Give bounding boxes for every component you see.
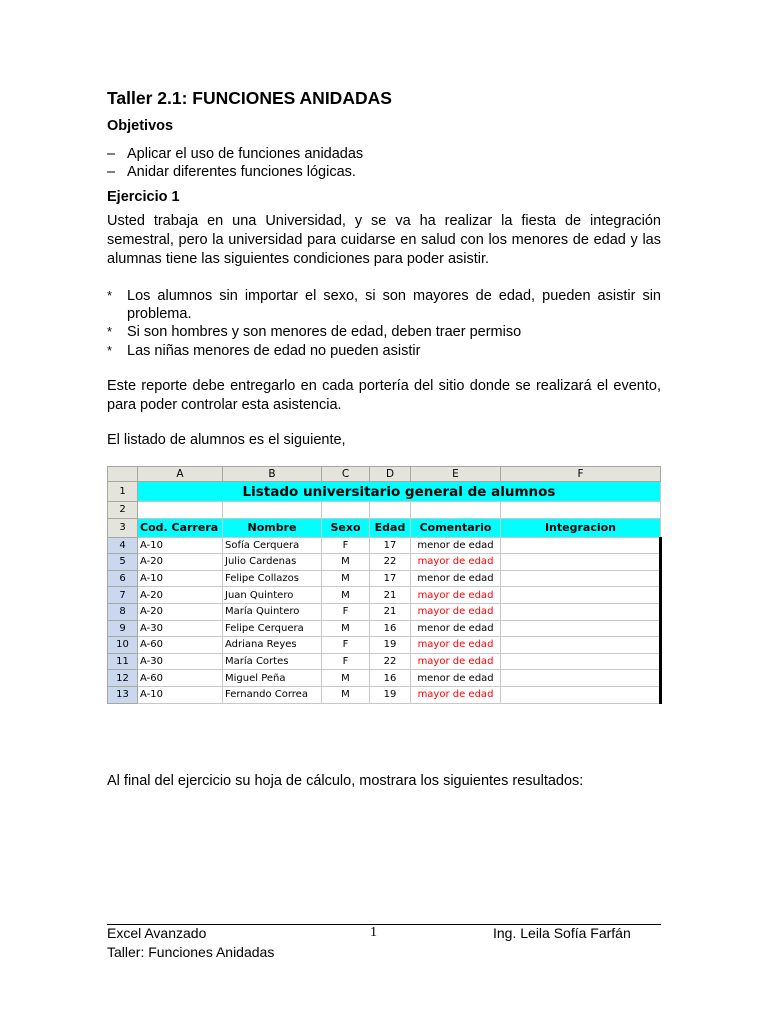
cell-cod-carrera[interactable]: A-20 [138, 603, 223, 620]
footer-subtitle: Taller: Funciones Anidadas [107, 944, 275, 960]
select-all-corner[interactable] [108, 467, 138, 482]
objective-text: Anidar diferentes funciones lógicas. [127, 164, 356, 180]
column-header-f[interactable]: F [501, 467, 661, 482]
cell[interactable] [501, 502, 661, 519]
cell-cod-carrera[interactable]: A-60 [138, 670, 223, 687]
cell-nombre[interactable]: María Quintero [223, 603, 322, 620]
cell-edad[interactable]: 22 [370, 554, 411, 571]
column-header-a[interactable]: A [138, 467, 223, 482]
table-row [108, 620, 661, 637]
cell-comentario[interactable]: mayor de edad [411, 686, 501, 703]
asterisk-bullet-icon: * [107, 288, 113, 303]
cell[interactable] [370, 502, 411, 519]
cell-nombre[interactable]: Felipe Cerquera [223, 620, 322, 637]
cell-cod-carrera[interactable]: A-20 [138, 554, 223, 571]
header-nombre[interactable]: Nombre [223, 518, 322, 537]
row-header[interactable]: 9 [108, 620, 138, 637]
cell-comentario[interactable]: menor de edad [411, 670, 501, 687]
cell-cod-carrera[interactable]: A-10 [138, 570, 223, 587]
cell-sexo[interactable]: F [322, 637, 370, 654]
footer-author: Ing. Leila Sofía Farfán [493, 925, 631, 941]
cell-comentario[interactable]: mayor de edad [411, 653, 501, 670]
header-cod-carrera[interactable]: Cod. Carrera [138, 518, 223, 537]
row-header[interactable]: 8 [108, 603, 138, 620]
cell-cod-carrera[interactable]: A-60 [138, 637, 223, 654]
row-header[interactable]: 12 [108, 670, 138, 687]
cell-nombre[interactable]: Adriana Reyes [223, 637, 322, 654]
condition-item [107, 342, 661, 360]
row-header[interactable]: 7 [108, 587, 138, 604]
cell-sexo[interactable]: F [322, 537, 370, 554]
sheet-header-row [108, 518, 661, 537]
cell-comentario[interactable]: menor de edad [411, 570, 501, 587]
table-row [108, 637, 661, 654]
list-intro: El listado de alumnos es el siguiente, [107, 432, 346, 448]
asterisk-bullet-icon: * [107, 324, 113, 339]
cell-edad[interactable]: 17 [370, 570, 411, 587]
row-header[interactable]: 13 [108, 686, 138, 703]
cell-sexo[interactable]: M [322, 686, 370, 703]
closing-paragraph: Al final del ejercicio su hoja de cálculo, mostrara los siguientes resultados: [107, 773, 584, 789]
cell-edad[interactable]: 22 [370, 653, 411, 670]
column-header-d[interactable]: D [370, 467, 411, 482]
cell-nombre[interactable]: Miguel Peña [223, 670, 322, 687]
cell-comentario[interactable]: menor de edad [411, 537, 501, 554]
row-header[interactable]: 6 [108, 570, 138, 587]
cell-sexo[interactable]: F [322, 603, 370, 620]
sheet-title-cell[interactable]: Listado universitario general de alumnos [138, 482, 661, 502]
cell-sexo[interactable]: M [322, 587, 370, 604]
row-header[interactable]: 5 [108, 554, 138, 571]
row-header[interactable]: 3 [108, 518, 138, 537]
objective-item: – Aplicar el uso de funciones anidadas [107, 146, 364, 162]
column-header-b[interactable]: B [223, 467, 322, 482]
cell-integracion[interactable] [501, 653, 661, 670]
condition-item [107, 323, 661, 341]
asterisk-bullet-icon: * [107, 343, 113, 358]
header-comentario[interactable]: Comentario [411, 518, 501, 537]
cell[interactable] [138, 502, 223, 519]
cell-nombre[interactable]: Sofía Cerquera [223, 537, 322, 554]
header-integracion[interactable]: Integracion [501, 518, 661, 537]
cell[interactable] [322, 502, 370, 519]
cell-cod-carrera[interactable]: A-20 [138, 587, 223, 604]
table-row [108, 587, 661, 604]
row-header[interactable]: 11 [108, 653, 138, 670]
row-header[interactable]: 4 [108, 537, 138, 554]
sheet-row [108, 502, 661, 519]
cell[interactable] [223, 502, 322, 519]
row-header[interactable]: 2 [108, 502, 138, 519]
cell-integracion[interactable] [501, 686, 661, 703]
cell-cod-carrera[interactable]: A-10 [138, 537, 223, 554]
table-row [108, 570, 661, 587]
cell-integracion[interactable] [501, 603, 661, 620]
cell-edad[interactable]: 17 [370, 537, 411, 554]
exercise-heading: Ejercicio 1 [107, 189, 180, 205]
cell-edad[interactable]: 16 [370, 670, 411, 687]
table-row [108, 537, 661, 554]
page-number: 1 [370, 925, 377, 940]
cell-nombre[interactable]: Felipe Collazos [223, 570, 322, 587]
cell-cod-carrera[interactable]: A-10 [138, 686, 223, 703]
cell-comentario[interactable]: mayor de edad [411, 603, 501, 620]
cell-sexo[interactable]: F [322, 653, 370, 670]
column-header-e[interactable]: E [411, 467, 501, 482]
objective-item: – Anidar diferentes funciones lógicas. [107, 164, 356, 180]
sheet-row [108, 482, 661, 502]
cell-cod-carrera[interactable]: A-30 [138, 653, 223, 670]
cell-sexo[interactable]: M [322, 570, 370, 587]
header-edad[interactable]: Edad [370, 518, 411, 537]
cell-nombre[interactable]: María Cortes [223, 653, 322, 670]
cell-sexo[interactable]: M [322, 554, 370, 571]
objectives-heading: Objetivos [107, 118, 174, 134]
cell-nombre[interactable]: Julio Cardenas [223, 554, 322, 571]
cell-edad[interactable]: 16 [370, 620, 411, 637]
row-header[interactable]: 10 [108, 637, 138, 654]
cell-integracion[interactable] [501, 570, 661, 587]
table-row [108, 603, 661, 620]
objective-text: Aplicar el uso de funciones anidadas [127, 146, 364, 162]
table-row [108, 686, 661, 703]
page-title: Taller 2.1: FUNCIONES ANIDADAS [107, 88, 392, 108]
condition-text: Los alumnos sin importar el sexo, si son mayores de edad, pueden asistir sin problema. [127, 288, 661, 322]
table-row [108, 670, 661, 687]
cell-comentario[interactable]: mayor de edad [411, 554, 501, 571]
cell-comentario[interactable]: mayor de edad [411, 587, 501, 604]
footer-course: Excel Avanzado [107, 925, 207, 941]
cell-integracion[interactable] [501, 620, 661, 637]
cell-integracion[interactable] [501, 670, 661, 687]
spreadsheet [107, 466, 662, 704]
cell-comentario[interactable]: menor de edad [411, 620, 501, 637]
cell-integracion[interactable] [501, 554, 661, 571]
condition-text: Las niñas menores de edad no pueden asistir [127, 343, 421, 359]
cell-integracion[interactable] [501, 587, 661, 604]
intro-paragraph: Usted trabaja en una Universidad, y se va ha realizar la fiesta de integración semestral, pero la universidad para cuidarse en salud con los menores de edad y las alumnas tiene las siguientes condiciones para poder asistir. [107, 213, 661, 267]
cell-edad[interactable]: 21 [370, 603, 411, 620]
cell-integracion[interactable] [501, 637, 661, 654]
table-row [108, 554, 661, 571]
column-header-c[interactable]: C [322, 467, 370, 482]
cell-integracion[interactable] [501, 537, 661, 554]
row-header[interactable]: 1 [108, 482, 138, 502]
condition-item [107, 287, 661, 323]
header-sexo[interactable]: Sexo [322, 518, 370, 537]
cell-cod-carrera[interactable]: A-30 [138, 620, 223, 637]
cell-sexo[interactable]: M [322, 620, 370, 637]
column-header-row [108, 467, 661, 482]
report-paragraph: Este reporte debe entregarlo en cada portería del sitio donde se realizará el evento, para poder controlar esta asistencia. [107, 378, 661, 413]
cell-edad[interactable]: 19 [370, 637, 411, 654]
cell-edad[interactable]: 19 [370, 686, 411, 703]
cell-sexo[interactable]: M [322, 670, 370, 687]
cell-comentario[interactable]: mayor de edad [411, 637, 501, 654]
cell-nombre[interactable]: Fernando Correa [223, 686, 322, 703]
cell-nombre[interactable]: Juan Quintero [223, 587, 322, 604]
table-row [108, 653, 661, 670]
condition-text: Si son hombres y son menores de edad, deben traer permiso [127, 324, 522, 340]
cell[interactable] [411, 502, 501, 519]
cell-edad[interactable]: 21 [370, 587, 411, 604]
